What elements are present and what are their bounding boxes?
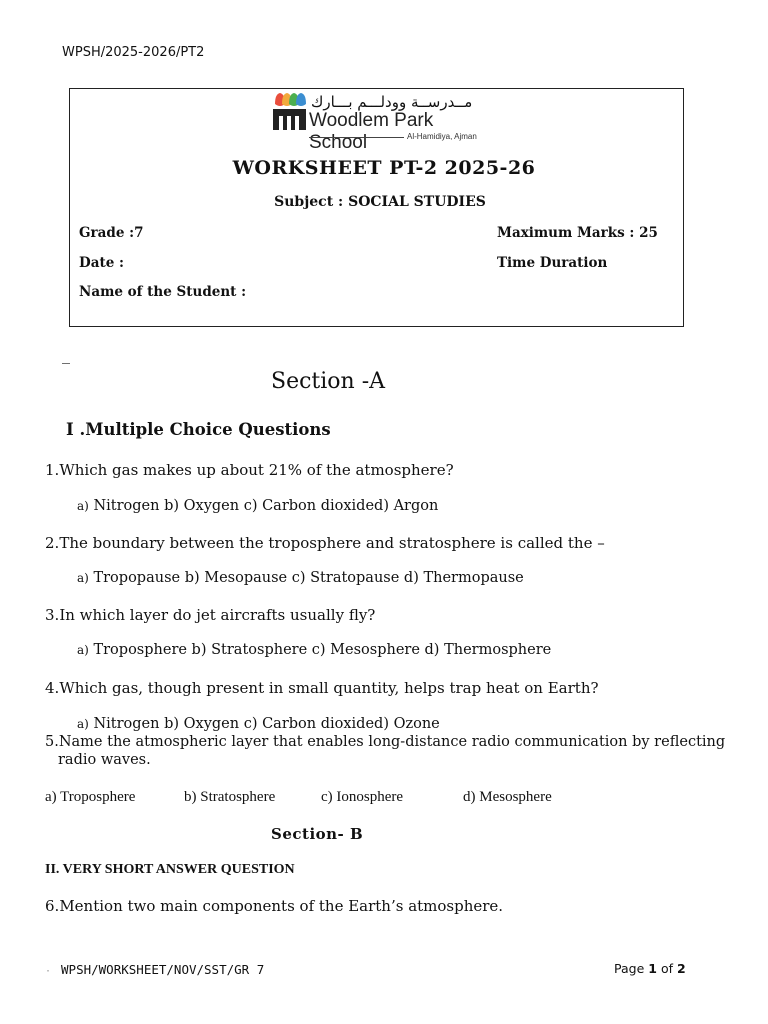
question-6	[45, 897, 503, 915]
question-text: In which layer do jet aircrafts usually fly?	[59, 606, 376, 624]
logo-icon	[271, 92, 307, 132]
logo-school-name: Woodlem Park School	[309, 110, 434, 153]
options-text: Troposphere b) Stratosphere c) Mesosphere d) Thermosphere	[93, 642, 552, 658]
page-current: 1	[648, 961, 657, 976]
page-number	[614, 961, 686, 976]
option-label: a)	[77, 643, 89, 657]
options-text: Nitrogen b) Oxygen c) Carbon dioxided) Argon	[93, 498, 439, 514]
question-number: 2.	[45, 534, 60, 552]
section-a-heading: Section -A	[271, 369, 386, 394]
date-label: Date :	[79, 255, 124, 271]
school-logo	[271, 92, 491, 153]
mcq-heading: I .Multiple Choice Questions	[66, 420, 331, 439]
question-text: Which gas makes up about 21% of the atmosphere?	[59, 461, 454, 479]
logo-arabic-name: مــدرســة وودلـــم بـــارك	[311, 93, 473, 111]
page-of: of	[660, 961, 673, 976]
question-number: 6.	[45, 897, 60, 915]
max-marks-label: Maximum Marks : 25	[497, 225, 658, 241]
question-5	[45, 734, 725, 750]
logo-location: Al-Hamidiya, Ajman	[407, 132, 477, 141]
option-label: a)	[77, 499, 89, 513]
option-label: a)	[77, 571, 89, 585]
section-b-heading: Section- B	[271, 825, 364, 843]
question-text: The boundary between the troposphere and stratosphere is called the –	[59, 534, 605, 552]
page-total: 2	[676, 961, 686, 976]
q5-option-b: b) Stratosphere	[184, 789, 276, 805]
footer-reference	[45, 962, 264, 977]
question-text: Mention two main components of the Earth’s atmosphere.	[59, 897, 504, 915]
question-number: 3.	[45, 606, 60, 624]
time-duration-label: Time Duration	[497, 255, 608, 271]
question-1-options	[77, 498, 438, 514]
footer-reference-text: WPSH/WORKSHEET/NOV/SST/GR 7	[61, 962, 265, 977]
page-word: Page	[614, 961, 645, 976]
subject-line: Subject : SOCIAL STUDIES	[274, 194, 486, 210]
worksheet-title: WORKSHEET PT-2 2025-26	[232, 157, 536, 179]
question-4	[45, 679, 599, 697]
question-3-options	[77, 642, 551, 658]
question-number: 4.	[45, 679, 60, 697]
option-label: a)	[77, 717, 89, 731]
footer-bullet: ·	[45, 966, 52, 977]
student-name-label: Name of the Student :	[79, 284, 247, 300]
q5-option-c: c) Ionosphere	[321, 789, 404, 805]
vsa-heading: II. VERY SHORT ANSWER QUESTION	[45, 862, 295, 877]
grade-label: Grade :7	[79, 225, 144, 241]
question-2	[45, 534, 605, 552]
question-text: Which gas, though present in small quantity, helps trap heat on Earth?	[59, 679, 599, 697]
question-4-options	[77, 716, 440, 732]
question-number: 5.	[45, 734, 59, 750]
question-2-options	[77, 570, 524, 586]
question-5-line-2: radio waves.	[58, 752, 151, 768]
options-text: Nitrogen b) Oxygen c) Carbon dioxided) Ozone	[93, 716, 440, 732]
logo-rule	[309, 137, 404, 138]
dash-mark: _	[62, 345, 70, 364]
q5-option-d: d) Mesosphere	[463, 789, 552, 805]
options-text: Tropopause b) Mesopause c) Stratopause d) Thermopause	[93, 570, 524, 586]
question-number: 1.	[45, 461, 60, 479]
header-reference: WPSH/2025-2026/PT2	[62, 45, 205, 60]
q5-option-a: a) Troposphere	[45, 789, 136, 805]
question-text: Name the atmospheric layer that enables long-distance radio communication by reflecting	[58, 734, 726, 750]
question-3	[45, 606, 375, 624]
question-1	[45, 461, 454, 479]
